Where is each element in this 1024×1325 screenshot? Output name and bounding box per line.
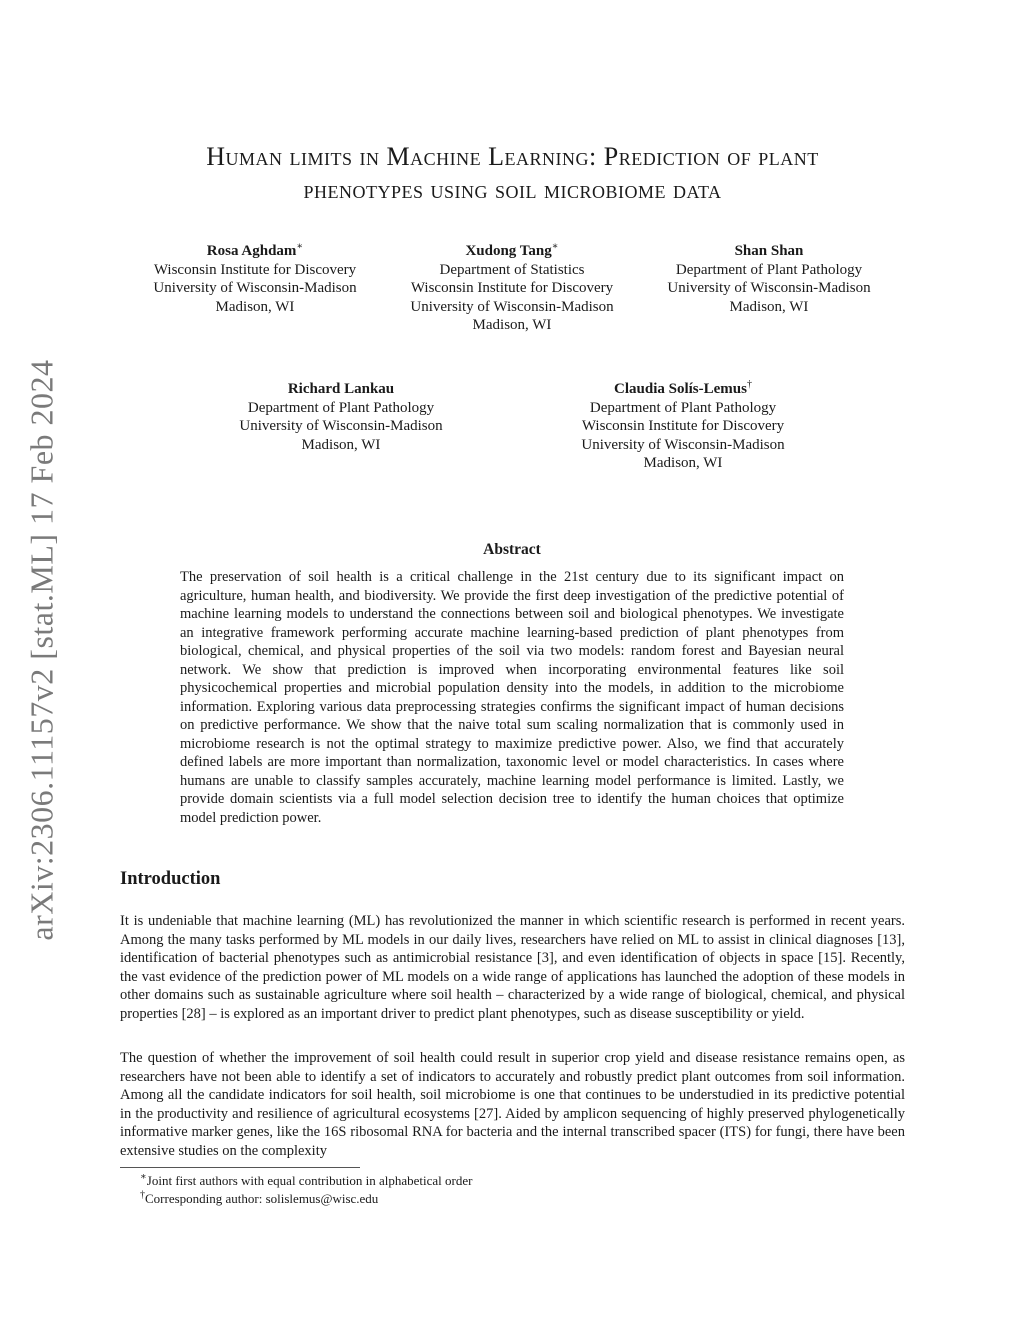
introduction-heading: Introduction xyxy=(120,869,221,889)
author-mark: † xyxy=(746,379,752,390)
author-affiliation: Wisconsin Institute for Discovery xyxy=(153,261,357,278)
footnote-text: Corresponding author: solislemus@wisc.edu xyxy=(145,1191,379,1206)
author-affiliation: University of Wisconsin-Madison xyxy=(153,280,357,296)
paper-title xyxy=(120,140,905,206)
author-affiliation: University of Wisconsin-Madison xyxy=(581,436,785,453)
title-line-1: Human limits in Machine Learning: Prediction of plant xyxy=(206,142,819,171)
author-name: Xudong Tang xyxy=(465,243,552,259)
author-affiliation: Wisconsin Institute for Discovery xyxy=(581,418,785,434)
author-affiliation: Department of Statistics xyxy=(439,261,585,278)
author-name: Richard Lankau xyxy=(287,381,395,397)
introduction-paragraph: The question of whether the improvement of soil health could result in superior crop yield and disease resistance remains open, as researchers have not been able to identify a set of indicators to accurately and robustly predict plant outcomes from soil information. Among all the candidate indicators for soil health, soil microbiome is one that continues to be understudied in its predictive potential in the productivity and resilience of agricultural ecosystems [27]. Aided by amplicon sequencing of highly preserved phylogenetically informative marker genes, like the 16S ribosomal RNA for bacteria and the internal transcribed spacer (ITS) for fungi, there have been extensive studies on the complexity xyxy=(120,1050,905,1159)
abstract-heading: Abstract xyxy=(483,541,541,558)
footnote-mark: ∗ xyxy=(140,1171,147,1183)
author-affiliation: Department of Plant Pathology xyxy=(675,261,863,278)
footnote xyxy=(140,1173,472,1189)
author-block xyxy=(650,242,888,316)
author-block xyxy=(392,242,632,335)
author-name: Claudia Solís-Lemus xyxy=(614,381,747,397)
title-line-2: phenotypes using soil microbiome data xyxy=(303,175,722,204)
author-affiliation: Madison, WI xyxy=(729,298,809,315)
author-affiliation: Madison, WI xyxy=(643,455,723,471)
author-affiliation: Wisconsin Institute for Discovery xyxy=(410,280,614,296)
introduction-paragraph: It is undeniable that machine learning (ML) has revolutionized the manner in which scientific research is performed in recent years. Among the many tasks performed by ML models in our daily lives, researchers have relied on ML to assist in clinical diagnoses [13], identification of bacterial phenotypes such as antimicrobial resistance [3], and even identification of objects in space [15]. Recently, the vast evidence of the prediction power of ML models on a wide range of applications has launched the adoption of these models in other domains such as sustainable agriculture where soil health – characterized by a wide range of biological, chemical, and physical properties [28] – is explored as an important driver to predict plant phenotypes, such as disease susceptibility or yield. xyxy=(120,913,905,1022)
author-affiliation: Madison, WI xyxy=(215,298,295,315)
footnote-divider xyxy=(120,1167,360,1168)
author-affiliation: Department of Plant Pathology xyxy=(247,399,435,416)
author-name: Rosa Aghdam xyxy=(206,243,297,259)
author-mark: ∗ xyxy=(296,241,304,252)
author-affiliation: Department of Plant Pathology xyxy=(589,399,777,416)
footnote xyxy=(140,1191,378,1207)
arxiv-identifier: arXiv:2306.11157v2 [stat.ML] 17 Feb 2024 xyxy=(23,359,60,941)
footnote-text: Joint first authors with equal contribution in alphabetical order xyxy=(146,1173,473,1188)
author-block xyxy=(222,380,460,454)
author-mark: ∗ xyxy=(551,241,559,252)
author-block xyxy=(563,380,803,473)
author-name: Shan Shan xyxy=(734,243,804,259)
author-block xyxy=(137,242,373,316)
author-affiliation: University of Wisconsin-Madison xyxy=(667,280,871,296)
abstract-text: The preservation of soil health is a critical challenge in the 21st century due to its significant impact on agriculture, human health, and biodiversity. We provide the first deep investigation of the predictive potential of machine learning models to understand the connections between soil and biological phenotypes. We investigate an integrative framework performing accurate machine learning-based prediction of plant phenotypes from biological, chemical, and physical properties of the soil via two models: random forest and Bayesian neural network. We show that prediction is improved when incorporating environmental features like soil physicochemical properties and microbial population density into the models, in addition to the microbiome information. Exploring various data preprocessing strategies confirms the significant impact of human decisions on predictive performance. We show that the naive total sum scaling normalization that is commonly used in microbiome research is not the optimal strategy to maximize predictive power. Also, we find that accurately defined labels are more important than normalization, taxonomic level or model characteristics. In cases where humans are unable to classify samples accurately, machine learning model performance is limited. Lastly, we provide domain scientists via a full model selection decision tree to identify the human choices that optimize model prediction power. xyxy=(180,569,844,826)
footnote-mark: † xyxy=(140,1189,145,1201)
author-affiliation: University of Wisconsin-Madison xyxy=(410,298,614,315)
author-affiliation: Madison, WI xyxy=(301,436,381,453)
author-affiliation: Madison, WI xyxy=(472,317,552,333)
author-affiliation: University of Wisconsin-Madison xyxy=(239,418,443,434)
